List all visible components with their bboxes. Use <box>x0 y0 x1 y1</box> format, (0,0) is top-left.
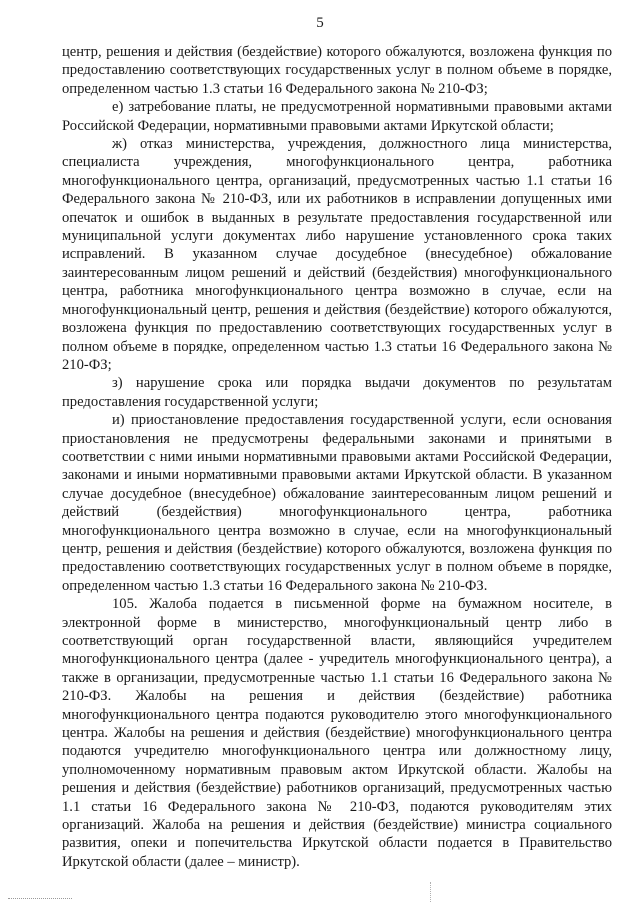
scan-artifact-mark <box>430 882 431 902</box>
document-body <box>62 43 612 871</box>
page-number: 5 <box>316 15 324 31</box>
paragraph-item-i: и) приостановление предоставления государственной услуги, если основания приостановления не предусмотрены федеральными законами и принятыми в соответствии с ними иными нормативными правовыми актами Российской Федерации, законами и иными нормативными правовыми актами Иркутской области. В указанном случае досудебное (внесудебное) обжалование заинтересованным лицом решений и действий (бездействия) многофункционального центра, работника многофункционального центра возможно в случае, если на многофункциональный центр, решения и действия (бездействие) которого обжалуются, возложена функция по предоставлению соответствующих государственных услуг в полном объеме в порядке, определенном частью 1.3 статьи 16 Федерального закона № 210-ФЗ. <box>62 412 612 594</box>
paragraph-105: 105. Жалоба подается в письменной форме на бумажном носителе, в электронной форме в министерство, многофункциональный центр либо в соответствующий орган государственной власти, являющийся учредителем многофункционального центра (далее - учредитель многофункционального центра), а также в организации, предусмотренные частью 1.1 статьи 16 Федерального закона № 210-ФЗ. Жалобы на решения и действия (бездействие) работника многофункционального центра подаются руководителю этого многофункционального центра. Жалобы на решения и действия (бездействие) многофункционального центра подаются учредителю многофункционального центра или должностному лицу, уполномоченному нормативным правовым актом Иркутской области. Жалобы на решения и действия (бездействие) работников организаций, предусмотренных частью 1.1 статьи 16 Федерального закона № 210-ФЗ, подаются руководителям этих организаций. Жалоба на решения и действия (бездействие) министра социального развития, опеки и попечительства Иркутской области подается в Правительство Иркутской области (далее – министр). <box>62 596 612 870</box>
paragraph-item-e: е) затребование платы, не предусмотренной нормативными правовыми актами Российской Федерации, нормативными правовыми актами Иркутской области; <box>62 99 612 134</box>
paragraph-item-zh: ж) отказ министерства, учреждения, должностного лица министерства, специалиста учреждения, многофункционального центра, работника многофункционального центра, организаций, предусмотренных частью 1.1 статьи 16 Федерального закона № 210-ФЗ, или их работников в исправлении допущенных ими опечаток и ошибок в выданных в результате предоставления государственной или муниципальной услуги документах либо нарушение установленного срока таких исправлений. В указанном случае досудебное (внесудебное) обжалование заинтересованным лицом решений и действий (бездействия) многофункционального центра, работника многофункционального центра возможно в случае, если на многофункциональный центр, решения и действия (бездействие) которого обжалуются, возложена функция по предоставлению соответствующих государственных услуг в полном объеме в порядке, определенном частью 1.3 статьи 16 Федерального закона № 210-ФЗ; <box>62 136 612 373</box>
paragraph-continuation: центр, решения и действия (бездействие) которого обжалуются, возложена функция по предоставлению соответствующих государственных услуг в полном объеме в порядке, определенном частью 1.3 статьи 16 Федерального закона № 210-ФЗ; <box>62 44 612 97</box>
paragraph-item-z: з) нарушение срока или порядка выдачи документов по результатам предоставления государственной услуги; <box>62 375 612 410</box>
footer-divider <box>8 898 72 899</box>
